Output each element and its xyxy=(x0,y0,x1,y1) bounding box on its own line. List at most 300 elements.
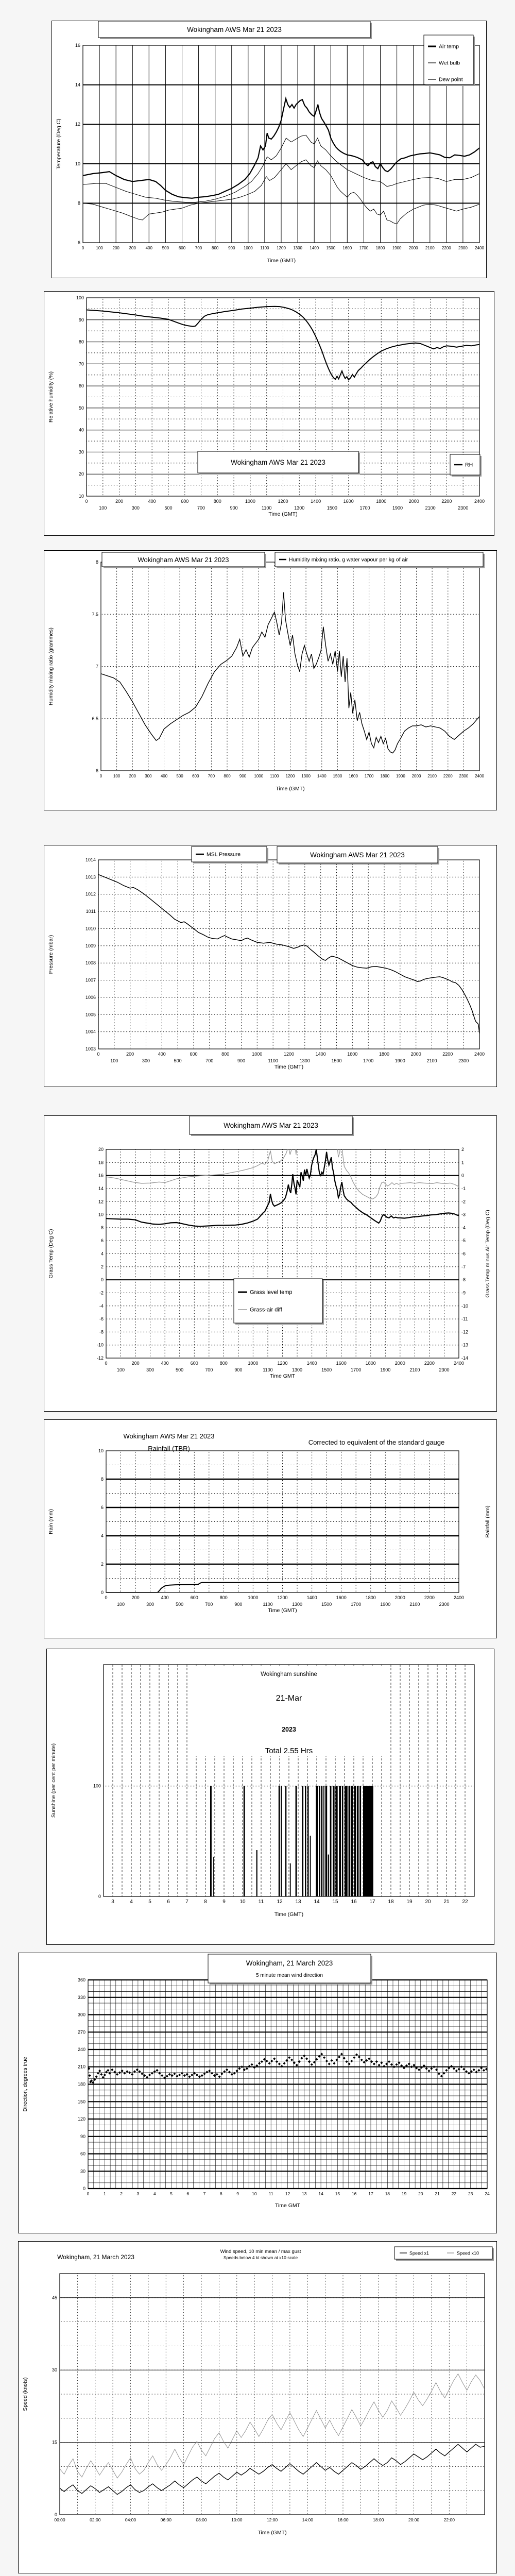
air-temperature-xtick: 2400 xyxy=(475,246,484,250)
pressure-xtick: 300 xyxy=(142,1058,150,1063)
air-temperature-yaxis-title: Temperature (Deg C) xyxy=(56,118,62,170)
series-sunshine-percent xyxy=(210,1786,212,1896)
grass-temperature-ytick: 8 xyxy=(100,1225,104,1230)
rainfall-xtick: 2400 xyxy=(453,1595,465,1600)
grass-temperature-ytick: 10 xyxy=(98,1212,104,1217)
series-sunshine-percent xyxy=(256,1850,258,1896)
wind-direction-ytick: 60 xyxy=(80,2151,85,2157)
rainfall-xtick: 2000 xyxy=(394,1595,405,1600)
relative-humidity-xtick: 100 xyxy=(99,505,107,511)
series-sunshine-percent xyxy=(339,1786,341,1896)
sunshine-xtick: 10 xyxy=(239,1899,246,1905)
series-sunshine-percent xyxy=(323,1786,324,1896)
mixing-ratio-xaxis-title: Time (GMT) xyxy=(276,786,305,792)
rainfall-ytick: 4 xyxy=(100,1533,104,1538)
series-sunshine-percent xyxy=(307,1786,309,1896)
wind-speed-svg xyxy=(19,2242,496,2572)
pressure-xtick: 1500 xyxy=(331,1058,342,1063)
relative-humidity-ytick: 10 xyxy=(78,494,84,499)
sunshine-yaxis-title: Sunshine (per cent per minute) xyxy=(50,1743,57,1818)
sunshine-xtick: 14 xyxy=(314,1899,320,1905)
grass-temperature-legend xyxy=(234,1279,322,1323)
mixing-ratio-xtick: 1800 xyxy=(380,774,390,778)
grass-temperature-ytick-right: -12 xyxy=(461,1329,469,1335)
wind-direction-xtick: 23 xyxy=(468,2191,473,2196)
relative-humidity-xtick: 1700 xyxy=(359,505,370,511)
series-sunshine-percent xyxy=(319,1786,320,1896)
rainfall-chart xyxy=(44,1419,497,1638)
wind-direction-xtick: 11 xyxy=(268,2191,273,2196)
sunshine-xtick: 3 xyxy=(111,1899,114,1905)
mixing-ratio-xtick: 1200 xyxy=(285,774,295,778)
pressure-title: Wokingham AWS Mar 21 2023 xyxy=(310,851,405,859)
sunshine-xaxis-title: Time (GMT) xyxy=(274,1911,304,1918)
wind-direction-ytick: 210 xyxy=(77,2064,85,2070)
sunshine-text: 2023 xyxy=(282,1726,296,1733)
air-temperature-xtick: 2200 xyxy=(441,246,451,250)
relative-humidity-ytick: 40 xyxy=(78,427,84,433)
wind-speed-xtick: 06:00 xyxy=(160,2517,171,2522)
air-temperature-xtick: 1500 xyxy=(326,246,336,250)
air-temperature-ytick: 10 xyxy=(75,161,80,166)
air-temperature-xtick: 400 xyxy=(145,246,152,250)
grass-temperature-xtick: 1300 xyxy=(291,1367,303,1372)
sunshine-svg xyxy=(47,1649,494,1944)
relative-humidity-xtick: 2300 xyxy=(458,505,469,511)
relative-humidity-ytick: 60 xyxy=(78,383,84,389)
relative-humidity-xtick: 1200 xyxy=(278,499,288,504)
grass-temperature-ytick: -6 xyxy=(99,1316,104,1322)
wind-direction-xtick: 21 xyxy=(435,2191,440,2196)
wind-speed-text: Wind speed, 10 min mean / max gust xyxy=(220,2249,301,2255)
wind-speed-xtick: 20:00 xyxy=(408,2517,420,2522)
sunshine-text: 21-Mar xyxy=(276,1694,302,1703)
pressure-xtick: 0 xyxy=(97,1052,100,1057)
rainfall-yaxis-title-right: Rainfall (mm) xyxy=(485,1505,491,1538)
mixing-ratio-ytick: 7 xyxy=(95,664,98,669)
rainfall-xtick: 0 xyxy=(105,1595,108,1600)
series-sunshine-percent xyxy=(285,1786,287,1896)
sunshine-xtick: 13 xyxy=(295,1899,301,1905)
wind-direction-xtick: 17 xyxy=(368,2191,373,2196)
sunshine-xtick: 9 xyxy=(222,1899,226,1905)
wind-speed-yaxis-title: Speed (knots) xyxy=(22,2377,28,2411)
wind-direction-xtick: 22 xyxy=(451,2191,457,2196)
grass-temperature-ytick: 14 xyxy=(98,1185,104,1191)
legend-label-speed-x1: Speed x1 xyxy=(409,2250,430,2256)
pressure-ytick: 1014 xyxy=(85,857,96,862)
relative-humidity-xtick: 1600 xyxy=(343,499,354,504)
grass-temperature-xtick: 1000 xyxy=(248,1361,259,1366)
sunshine-chart xyxy=(46,1649,494,1945)
grass-temperature-ytick-right: -2 xyxy=(461,1199,466,1205)
mixing-ratio-xtick: 1600 xyxy=(349,774,358,778)
wind-direction-ytick: 270 xyxy=(77,2029,85,2035)
grass-temperature-xtick: 900 xyxy=(234,1367,243,1372)
pressure-xtick: 1000 xyxy=(252,1052,263,1057)
series-sunshine-percent xyxy=(349,1786,351,1896)
pressure-xtick: 200 xyxy=(126,1052,134,1057)
air-temperature-xtick: 0 xyxy=(81,246,84,250)
grass-temperature-xtick: 800 xyxy=(219,1361,228,1366)
wind-speed-xtick: 18:00 xyxy=(373,2517,384,2522)
mixing-ratio-xtick: 100 xyxy=(113,774,121,778)
pressure-ytick: 1009 xyxy=(85,943,96,948)
pressure-ytick: 1006 xyxy=(85,994,96,1000)
relative-humidity-xtick: 400 xyxy=(148,499,156,504)
rainfall-xtick: 2200 xyxy=(424,1595,435,1600)
series-sunshine-percent xyxy=(342,1786,344,1896)
wind-direction-ytick: 30 xyxy=(80,2168,85,2174)
wind-direction-xtick: 20 xyxy=(418,2191,423,2196)
air-temperature-ytick: 6 xyxy=(77,240,80,245)
wind-direction-title: 5 minute mean wind direction xyxy=(255,1973,323,1978)
pressure-yaxis-title: Pressure (mbar) xyxy=(48,935,54,974)
air-temperature-xtick: 300 xyxy=(129,246,136,250)
relative-humidity-ytick: 100 xyxy=(76,295,84,300)
sunshine-ytick: 100 xyxy=(93,1783,101,1789)
rainfall-yaxis-title: Rain (mm) xyxy=(48,1509,54,1534)
wind-direction-ytick: 300 xyxy=(77,2012,85,2018)
air-temperature-xaxis-title: Time (GMT) xyxy=(266,258,296,264)
rainfall-xtick: 1700 xyxy=(351,1602,362,1607)
grass-temperature-ytick-right: -4 xyxy=(461,1225,466,1230)
legend-label-grass-level-temp: Grass level temp xyxy=(250,1289,293,1296)
sunshine-xtick: 21 xyxy=(443,1899,450,1905)
pressure-xtick: 1800 xyxy=(379,1052,390,1057)
series-sunshine-percent xyxy=(279,1786,280,1896)
wind-direction-ytick: 150 xyxy=(77,2099,85,2105)
grass-temperature-ytick-right: -8 xyxy=(461,1277,466,1283)
relative-humidity-ytick: 90 xyxy=(78,317,84,323)
air-temperature-xtick: 900 xyxy=(228,246,235,250)
wind-direction-xtick: 3 xyxy=(136,2191,140,2196)
air-temperature-xtick: 600 xyxy=(178,246,186,250)
series-sunshine-percent xyxy=(305,1786,306,1896)
rainfall-xtick: 400 xyxy=(161,1595,169,1600)
grass-temperature-ytick-right: -11 xyxy=(461,1316,468,1322)
grass-temperature-ytick: 4 xyxy=(100,1251,104,1257)
grass-temperature-ytick: 18 xyxy=(98,1160,104,1165)
series-sunshine-percent xyxy=(345,1786,348,1896)
air-temperature-xtick: 2100 xyxy=(425,246,435,250)
grass-temperature-xtick: 2200 xyxy=(424,1361,435,1366)
pressure-xtick: 400 xyxy=(158,1052,166,1057)
air-temperature-ytick: 8 xyxy=(77,200,80,206)
wind-direction-svg xyxy=(19,1953,496,2232)
mixing-ratio-xtick: 1300 xyxy=(301,774,311,778)
relative-humidity-xtick: 700 xyxy=(197,505,205,511)
grass-temperature-ytick: -8 xyxy=(99,1329,104,1335)
rainfall-xtick: 300 xyxy=(146,1602,154,1607)
pressure-xtick: 1900 xyxy=(394,1058,405,1063)
wind-speed-xtick: 16:00 xyxy=(337,2517,349,2522)
rainfall-xtick: 1800 xyxy=(365,1595,376,1600)
series-sunshine-percent xyxy=(357,1786,359,1896)
legend-label-rh: RH xyxy=(465,462,473,468)
relative-humidity-xtick: 1100 xyxy=(262,505,272,511)
grass-temperature-ytick: 16 xyxy=(98,1173,104,1178)
mixing-ratio-xtick: 1900 xyxy=(396,774,405,778)
air-temperature-xtick: 700 xyxy=(195,246,202,250)
rainfall-xtick: 2100 xyxy=(409,1602,420,1607)
mixing-ratio-title: Wokingham AWS Mar 21 2023 xyxy=(138,556,229,564)
grass-temperature-xtick: 600 xyxy=(190,1361,198,1366)
wind-direction-title: Wokingham, 21 March 2023 xyxy=(246,1959,333,1967)
grass-temperature-xtick: 1800 xyxy=(365,1361,376,1366)
sunshine-xtick: 22 xyxy=(462,1899,468,1905)
pressure-xtick: 2300 xyxy=(458,1058,469,1063)
pressure-ytick: 1003 xyxy=(85,1046,96,1052)
sunshine-xtick: 20 xyxy=(425,1899,431,1905)
air-temperature-xtick: 1800 xyxy=(375,246,385,250)
wind-direction-xaxis-title: Time GMT xyxy=(274,2202,301,2209)
relative-humidity-xtick: 500 xyxy=(164,505,173,511)
rainfall-xtick: 2300 xyxy=(439,1602,450,1607)
legend-label-humidity-mixing-ratio-g-water-vapour-per-kg-of-air: Humidity mixing ratio, g water vapour per kg of air xyxy=(289,556,408,563)
sunshine-xtick: 4 xyxy=(130,1899,133,1905)
series-sunshine-percent xyxy=(281,1786,282,1896)
mixing-ratio-xtick: 500 xyxy=(176,774,183,778)
rainfall-svg xyxy=(44,1420,496,1638)
grass-temperature-xtick: 2300 xyxy=(439,1367,450,1372)
series-sunshine-percent xyxy=(296,1786,297,1896)
rainfall-xaxis-title: Time (GMT) xyxy=(268,1607,297,1614)
relative-humidity-chart xyxy=(44,291,494,536)
relative-humidity-xtick: 2200 xyxy=(441,499,452,504)
grass-temperature-ytick-right: -14 xyxy=(461,1355,469,1361)
series-sunshine-percent xyxy=(302,1786,303,1896)
wind-direction-xtick: 5 xyxy=(170,2191,173,2196)
mixing-ratio-yaxis-title: Humidity mixing ratio (grammes) xyxy=(48,627,54,706)
wind-direction-xtick: 1 xyxy=(103,2191,106,2196)
mixing-ratio-xtick: 200 xyxy=(129,774,136,778)
mixing-ratio-xtick: 2300 xyxy=(459,774,469,778)
pressure-xtick: 2000 xyxy=(410,1052,421,1057)
rainfall-ytick: 10 xyxy=(98,1448,104,1453)
rainfall-xtick: 200 xyxy=(131,1595,140,1600)
wind-direction-xtick: 6 xyxy=(186,2191,190,2196)
wind-speed-ytick: 15 xyxy=(52,2439,57,2445)
wind-direction-xtick: 14 xyxy=(318,2191,323,2196)
grass-temperature-xtick: 2000 xyxy=(394,1361,405,1366)
wind-speed-ytick: 0 xyxy=(54,2512,57,2517)
air-temperature-xtick: 1100 xyxy=(260,246,269,250)
pressure-ytick: 1013 xyxy=(85,874,96,880)
rainfall-ytick: 6 xyxy=(100,1505,104,1510)
pressure-ytick: 1010 xyxy=(85,926,96,931)
grass-temperature-ytick: -12 xyxy=(96,1355,104,1361)
grass-temperature-ytick-right: -9 xyxy=(461,1290,466,1296)
pressure-ytick: 1008 xyxy=(85,960,96,966)
relative-humidity-yaxis-title: Relative humidity (%) xyxy=(48,371,54,423)
air-temperature-xtick: 1700 xyxy=(359,246,369,250)
grass-temperature-yaxis-title: Grass Temp (Deg C) xyxy=(48,1229,54,1279)
wind-direction-xtick: 12 xyxy=(285,2191,290,2196)
relative-humidity-title: Wokingham AWS Mar 21 2023 xyxy=(231,459,325,466)
legend-label-dew-point: Dew point xyxy=(439,76,463,83)
wind-speed-text: Wokingham, 21 March 2023 xyxy=(57,2253,134,2261)
wind-speed-xtick: 08:00 xyxy=(196,2517,207,2522)
pressure-ytick: 1004 xyxy=(85,1029,96,1035)
mixing-ratio-xtick: 1100 xyxy=(270,774,279,778)
mixing-ratio-ytick: 7.5 xyxy=(92,612,98,617)
relative-humidity-xtick: 1300 xyxy=(294,505,305,511)
wind-direction-xtick: 19 xyxy=(401,2191,407,2196)
mixing-ratio-chart xyxy=(44,550,497,810)
air-temperature-xtick: 2000 xyxy=(408,246,418,250)
wind-speed-xtick: 02:00 xyxy=(90,2517,101,2522)
grass-temperature-ytick-right: -1 xyxy=(461,1185,466,1191)
wind-direction-ytick: 0 xyxy=(82,2186,85,2191)
relative-humidity-xtick: 900 xyxy=(230,505,238,511)
pressure-xtick: 2100 xyxy=(426,1058,437,1063)
air-temperature-title: Wokingham AWS Mar 21 2023 xyxy=(187,26,282,33)
rainfall-text: Corrected to equivalent of the standard gauge xyxy=(308,1438,445,1446)
relative-humidity-svg xyxy=(44,292,494,535)
air-temperature-chart xyxy=(52,21,487,278)
grass-temperature-svg xyxy=(44,1116,496,1411)
sunshine-xtick: 5 xyxy=(148,1899,151,1905)
legend-label-speed-x10: Speed x10 xyxy=(457,2250,479,2256)
sunshine-xtick: 11 xyxy=(258,1899,264,1905)
series-sunshine-percent xyxy=(244,1786,245,1896)
wind-direction-xtick: 0 xyxy=(87,2191,90,2196)
mixing-ratio-xtick: 900 xyxy=(239,774,247,778)
relative-humidity-xtick: 1800 xyxy=(376,499,387,504)
rainfall-xtick: 1600 xyxy=(336,1595,347,1600)
mixing-ratio-xtick: 1700 xyxy=(364,774,374,778)
rainfall-xtick: 100 xyxy=(116,1602,125,1607)
relative-humidity-xtick: 1000 xyxy=(245,499,255,504)
mixing-ratio-xtick: 2000 xyxy=(411,774,421,778)
sunshine-xtick: 15 xyxy=(332,1899,338,1905)
grass-temperature-xtick: 1200 xyxy=(277,1361,288,1366)
wind-direction-xtick: 9 xyxy=(236,2191,239,2196)
pressure-svg xyxy=(44,845,496,1087)
grass-temperature-xtick: 1700 xyxy=(351,1367,362,1372)
rainfall-xtick: 500 xyxy=(176,1602,184,1607)
air-temperature-xtick: 1000 xyxy=(243,246,253,250)
series-sunshine-percent xyxy=(333,1786,335,1896)
wind-speed-ytick: 30 xyxy=(52,2367,57,2373)
pressure-ytick: 1012 xyxy=(85,891,96,897)
pressure-xtick: 1100 xyxy=(268,1058,278,1063)
mixing-ratio-xtick: 2200 xyxy=(443,774,453,778)
relative-humidity-xtick: 2100 xyxy=(425,505,436,511)
rainfall-xtick: 1300 xyxy=(291,1602,303,1607)
grass-temperature-ytick-right: 0 xyxy=(461,1173,465,1178)
grass-temperature-ytick: 6 xyxy=(100,1238,104,1244)
wind-direction-xtick: 10 xyxy=(252,2191,257,2196)
grass-temperature-xtick: 1500 xyxy=(321,1367,332,1372)
air-temperature-xtick: 1300 xyxy=(293,246,302,250)
wind-speed-xtick: 14:00 xyxy=(302,2517,313,2522)
pressure-ytick: 1007 xyxy=(85,977,96,983)
relative-humidity-ytick: 30 xyxy=(78,449,84,455)
grass-temperature-xtick: 300 xyxy=(146,1367,154,1372)
rainfall-xtick: 1000 xyxy=(248,1595,259,1600)
mixing-ratio-ytick: 8 xyxy=(95,560,98,565)
legend-label-wet-bulb: Wet bulb xyxy=(439,60,460,66)
relative-humidity-xtick: 2400 xyxy=(474,499,485,504)
series-sunshine-percent xyxy=(354,1786,356,1896)
grass-temperature-ytick: 2 xyxy=(100,1264,104,1269)
air-temperature-xtick: 100 xyxy=(96,246,103,250)
grass-temperature-xtick: 2400 xyxy=(453,1361,465,1366)
sunshine-text: Total 2.55 Hrs xyxy=(265,1747,313,1755)
grass-temperature-ytick: 20 xyxy=(98,1147,104,1152)
rainfall-xtick: 1200 xyxy=(277,1595,288,1600)
grass-temperature-chart xyxy=(44,1115,497,1412)
sunshine-xtick: 7 xyxy=(185,1899,188,1905)
sunshine-xtick: 8 xyxy=(204,1899,207,1905)
air-temperature-xtick: 1900 xyxy=(392,246,402,250)
series-sunshine-percent xyxy=(213,1857,214,1896)
legend-label-air-temp: Air temp xyxy=(439,43,459,50)
rainfall-ytick: 0 xyxy=(100,1590,104,1595)
relative-humidity-xtick: 600 xyxy=(181,499,189,504)
relative-humidity-xaxis-title: Time (GMT) xyxy=(268,511,298,517)
wind-direction-xtick: 15 xyxy=(335,2191,340,2196)
wind-direction-xtick: 7 xyxy=(203,2191,206,2196)
mixing-ratio-xtick: 600 xyxy=(192,774,199,778)
legend-label-grass-air-diff: Grass-air diff xyxy=(250,1307,282,1313)
rainfall-xtick: 1900 xyxy=(380,1602,391,1607)
air-temperature-ytick: 12 xyxy=(75,122,80,127)
grass-temperature-ytick-right: -7 xyxy=(461,1264,466,1269)
wind-speed-text: Speeds below 4 kt shown at x10 scale xyxy=(223,2255,298,2260)
air-temperature-xtick: 1200 xyxy=(277,246,286,250)
relative-humidity-xtick: 800 xyxy=(213,499,221,504)
mixing-ratio-xtick: 1500 xyxy=(333,774,342,778)
series-sunshine-percent xyxy=(290,1863,291,1896)
relative-humidity-ytick: 50 xyxy=(78,405,84,411)
wind-speed-chart xyxy=(18,2241,497,2573)
wind-speed-xtick: 10:00 xyxy=(231,2517,243,2522)
sunshine-xtick: 12 xyxy=(277,1899,283,1905)
wind-speed-ytick: 45 xyxy=(52,2295,57,2300)
wind-direction-chart xyxy=(18,1953,497,2233)
relative-humidity-ytick: 80 xyxy=(78,339,84,345)
mixing-ratio-xtick: 1400 xyxy=(317,774,327,778)
air-temperature-xtick: 1600 xyxy=(342,246,352,250)
grass-temperature-ytick-right: -10 xyxy=(461,1303,469,1309)
air-temperature-ytick: 14 xyxy=(75,82,80,88)
series-sunshine-percent xyxy=(359,1786,361,1896)
grass-temperature-ytick-right: 1 xyxy=(461,1160,465,1165)
wind-direction-ytick: 360 xyxy=(77,1977,85,1982)
wind-speed-xtick: 22:00 xyxy=(443,2517,455,2522)
relative-humidity-ytick: 70 xyxy=(78,361,84,367)
grass-temperature-xtick: 1900 xyxy=(380,1367,391,1372)
rainfall-xtick: 600 xyxy=(190,1595,198,1600)
relative-humidity-ytick: 20 xyxy=(78,471,84,477)
air-temperature-ytick: 16 xyxy=(75,43,80,48)
wind-speed-xtick: 00:00 xyxy=(54,2517,65,2522)
air-temperature-xtick: 2300 xyxy=(458,246,468,250)
pressure-xtick: 900 xyxy=(237,1058,246,1063)
grass-temperature-xtick: 1600 xyxy=(336,1361,347,1366)
sunshine-xtick: 17 xyxy=(369,1899,375,1905)
series-sunshine-percent xyxy=(310,1836,311,1896)
relative-humidity-xtick: 1500 xyxy=(327,505,337,511)
mixing-ratio-ytick: 6 xyxy=(95,768,98,773)
mixing-ratio-xtick: 2400 xyxy=(475,774,484,778)
series-msl-pressure xyxy=(98,874,479,1033)
series-sunshine-percent xyxy=(316,1786,318,1896)
grass-temperature-xtick: 1400 xyxy=(306,1361,317,1366)
